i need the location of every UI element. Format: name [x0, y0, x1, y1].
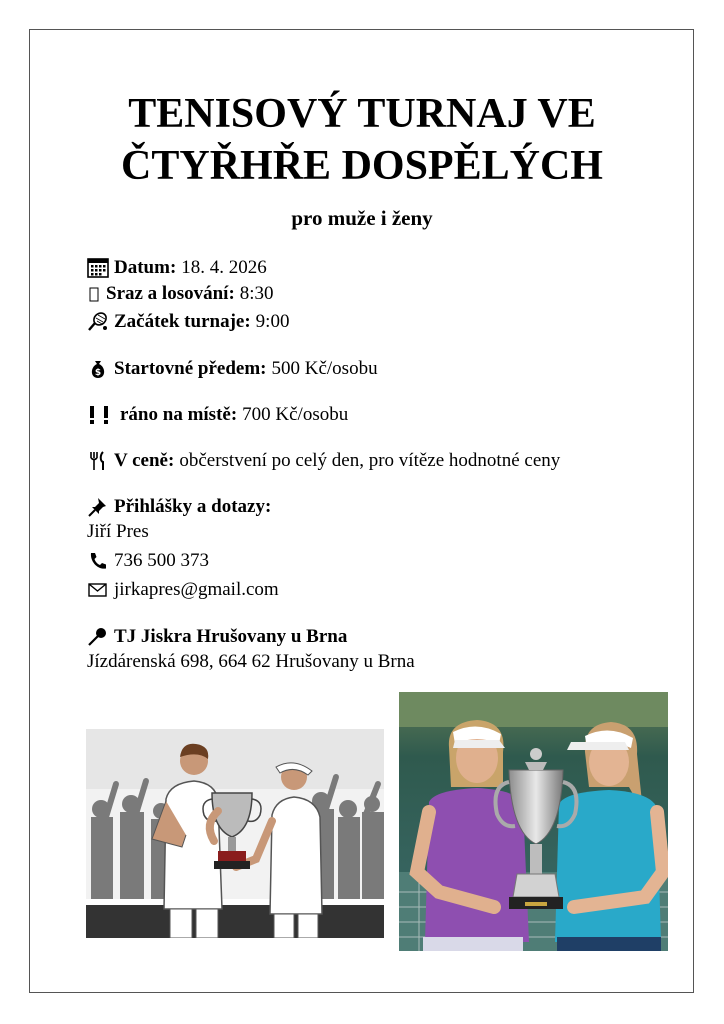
money-bag-icon: [87, 359, 109, 379]
envelope-icon: [87, 580, 109, 600]
contact-heading-row: [87, 495, 271, 519]
svg-text:$: $: [94, 368, 102, 378]
fee-onsite-label: ráno na místě:: [120, 404, 238, 425]
phone-number[interactable]: 736 500 373: [114, 550, 209, 571]
fee-advance-label: Startovné předem:: [114, 358, 267, 379]
phone-icon: [87, 551, 109, 571]
tennis-racket-icon: [87, 312, 109, 332]
included-label: V ceně:: [114, 450, 175, 471]
start-row: [87, 310, 289, 334]
meetup-value: 8:30: [239, 283, 274, 304]
start-label: Začátek turnaje:: [114, 311, 251, 332]
fee-advance-value: 500 Kč/osobu: [271, 358, 378, 379]
missing-glyph-icon: [87, 284, 101, 304]
included-row: [87, 449, 560, 473]
contact-heading: Přihlášky a dotazy:: [114, 496, 272, 517]
fork-knife-icon: [87, 451, 109, 471]
venue-address: Jízdárenská 698, 664 62 Hrušovany u Brna: [87, 651, 415, 672]
contact-name: Jiří Pres: [87, 521, 149, 542]
meetup-row: [87, 282, 274, 306]
date-value: 18. 4. 2026: [181, 257, 267, 278]
fee-onsite-row: [87, 403, 348, 427]
women-doubles-trophy-photo: [399, 692, 668, 951]
venue-row: [87, 625, 347, 649]
meetup-label: Sraz a losování:: [106, 283, 235, 304]
phone-row: [87, 549, 209, 573]
date-label: Datum:: [114, 257, 177, 278]
included-value: občerstvení po celý den, pro vítěze hodnotné ceny: [179, 450, 561, 471]
men-doubles-trophy-illustration: [86, 729, 384, 938]
calendar-icon: [87, 258, 109, 278]
poster-subtitle: pro muže i ženy: [291, 206, 433, 230]
fee-onsite-value: 700 Kč/osobu: [242, 404, 349, 425]
start-value: 9:00: [255, 311, 290, 332]
fee-advance-row: [87, 357, 378, 381]
poster-title: [30, 88, 694, 192]
venue-club: TJ Jiskra Hrušovany u Brna: [114, 626, 348, 647]
email-row: [87, 578, 279, 602]
email-address[interactable]: jirkapres@gmail.com: [114, 579, 279, 600]
title-line-2: ČTYŘHŘE DOSPĚLÝCH: [121, 143, 603, 189]
title-line-1: TENISOVÝ TURNAJ VE: [128, 91, 596, 137]
pushpin-icon: [87, 497, 109, 517]
date-row: [87, 256, 267, 280]
pin-icon: [87, 627, 109, 647]
exclamation-icon: [87, 405, 115, 425]
